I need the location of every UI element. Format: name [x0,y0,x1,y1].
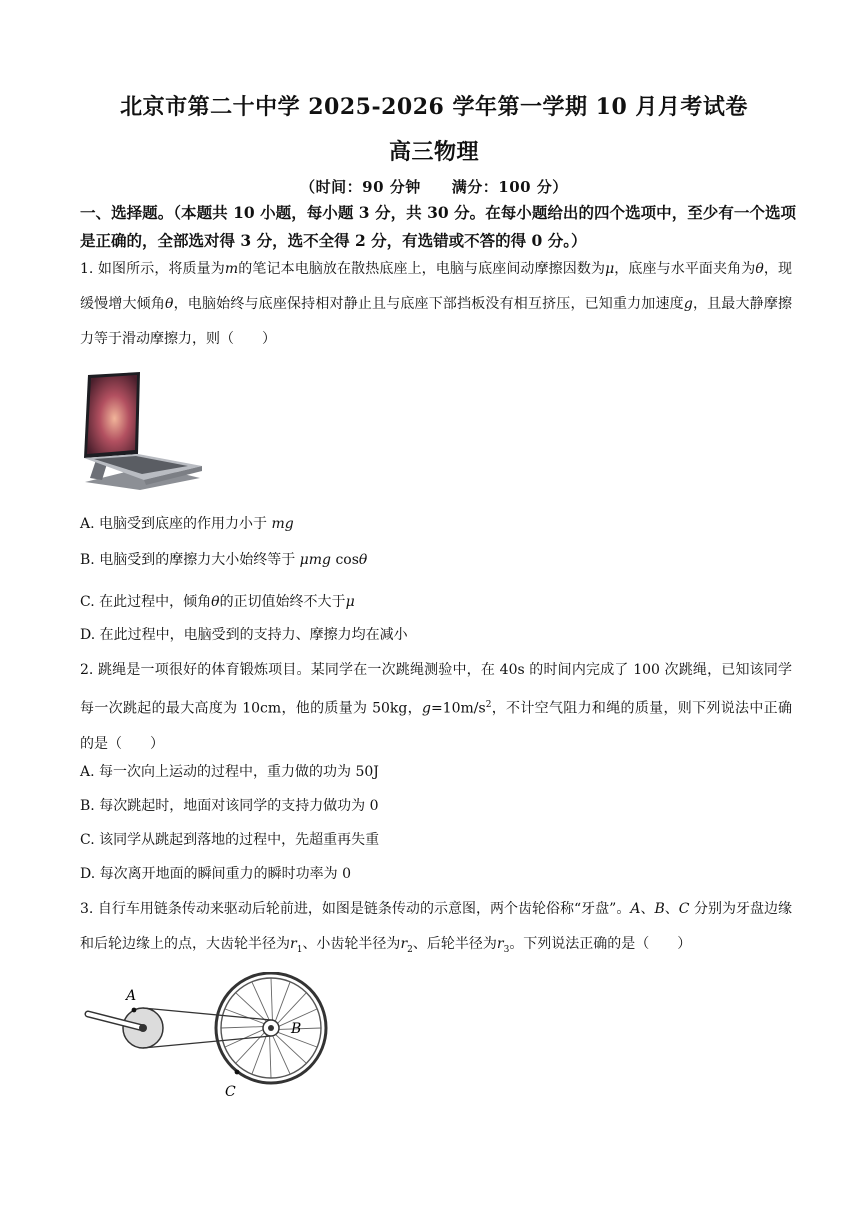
wheel-spoke [271,1032,290,1074]
q1-text-3: ，底座与水平面夹角为 [614,261,756,277]
q3-r2-subscript: 2 [407,944,413,955]
q2-option-a: A. 每一次向上运动的过程中，重力做的功为 50J [80,764,379,780]
point-a-dot [132,1008,137,1013]
q1-text-2: 的笔记本电脑放在散热底座上，电脑与底座间动摩擦因数为 [238,261,606,277]
wheel-spoke [221,1026,267,1028]
q1-option-b-text: B. 电脑受到的摩擦力大小始终等于 [80,552,300,568]
q1-text-1: 1. 如图所示，将质量为 [80,261,225,277]
q3-r1-subscript: 1 [296,944,303,955]
exam-meta: （时间：90 分钟 满分：100 分） [300,178,568,196]
wheel-spoke [252,982,271,1024]
q2-text-3: ，不计空气阻力和绳的质量，则下列说法中正确的是（ ） [80,700,792,752]
q3-r1-symbol: r [290,936,297,952]
q3-r2-symbol: r [400,936,408,952]
q2-superscript: 2 [485,700,492,710]
q2-text-2: =10m/s [430,700,486,717]
wheel-spoke [271,978,273,1024]
q2-option-b: B. 每次跳起时，地面对该同学的支持力做功为 0 [80,798,379,814]
q1-text-5: ，电脑始终与底座保持相对静止且与底座下部挡板没有相互挤压，已知重力加速度 [173,296,684,312]
q1-option-a-expr: mg [271,516,294,532]
q3-r3-symbol: r [496,936,504,952]
wheel-spoke [269,1032,271,1078]
q3-r3-subscript: 3 [503,944,510,955]
subject-title: 高三物理 [388,139,479,165]
q3-point-c: C [678,901,690,917]
q3-separator-2: 、 [664,901,679,917]
laptop-stand-figure [80,370,204,492]
q1-mass-symbol: m [224,261,239,277]
q1-option-b-expr: μmg [299,552,331,568]
q1-option-c [80,591,355,611]
label-a: A [126,988,137,1004]
q3-text-2: 分别为牙盘边缘和后轮边缘上的点，大齿轮半径为 [80,901,793,952]
q3-text-4: 、后轮半径为 [412,936,497,952]
point-c-dot [235,1070,240,1075]
q1-option-c-text-1: C. 在此过程中，倾角 [80,594,212,610]
section-heading: 一、选择题。（本题共 10 小题，每小题 3 分，共 30 分。在每小题给出的四个选项中，至少有一个选项是正确的，全部选对得 3 分，选不全得 2 分，有选错或不答的得 0 分。） [80,203,796,250]
question-1-stem [80,252,792,357]
crank-hub [139,1024,147,1032]
exam-title: 北京市第二十中学 2025-2026 学年第一学期 10 月月考试卷 [120,94,748,120]
q1-option-b [80,549,367,569]
q1-text-6: ，且最大静摩擦力等于滑动摩擦力，则（ ） [80,296,792,347]
q3-point-b: B [654,901,665,917]
q3-text-1: 3. 自行车用链条传动来驱动后轮前进，如图是链条传动的示意图，两个齿轮俗称“牙盘”。 [80,901,631,917]
q3-separator-1: 、 [640,901,655,917]
q3-text-5: 。下列说法正确的是（ ） [509,936,692,952]
q1-g-symbol: g [683,296,693,312]
q1-theta-symbol-2: θ [165,296,174,312]
q1-option-a-text: A. 电脑受到底座的作用力小于 [80,516,272,532]
chain-top [143,1008,271,1020]
q2-text-1: 2. 跳绳是一项很好的体育锻炼项目。某同学在一次跳绳测验中，在 40s 的时间内完成了 100 次跳绳，已知该同学每一次跳起的最大高度为 10cm，他的质量为 50kg， [80,662,792,717]
question-2-stem [80,653,792,762]
q1-theta-symbol: θ [755,261,764,277]
rear-hub [268,1025,274,1031]
q3-text-3: 、小齿轮半径为 [302,936,401,952]
q2-option-d: D. 每次离开地面的瞬间重力的瞬时功率为 0 [80,866,351,882]
q1-mu-symbol: μ [605,261,615,277]
q2-g-symbol: g [421,700,431,717]
q1-option-c-theta: θ [211,594,220,610]
label-c: C [225,1084,236,1100]
q3-point-a: A [630,901,641,917]
q1-option-a [80,513,294,533]
q1-option-d: D. 在此过程中，电脑受到的支持力、摩擦力均在减小 [80,627,408,643]
chain-drive-figure [78,972,342,1104]
q1-text-4: ，现缓慢增大倾角 [80,261,793,312]
q1-option-c-text-2: 的正切值始终不大于 [219,594,346,610]
q2-option-c: C. 该同学从跳起到落地的过程中，先超重再失重 [80,832,380,848]
label-b: B [291,1021,302,1037]
q1-option-b-theta: θ [358,552,368,568]
question-3-stem [80,892,792,968]
q1-option-b-cos: cos [335,552,359,568]
q1-option-c-mu: μ [345,594,355,610]
